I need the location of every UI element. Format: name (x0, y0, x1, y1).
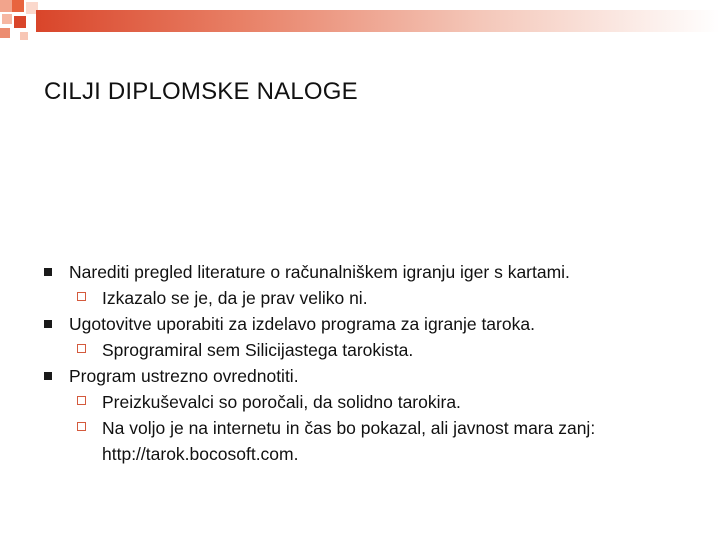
decorative-header (0, 0, 720, 40)
list-item-text: Ugotovitve uporabiti za izdelavo programa za igranje taroka. (69, 314, 535, 334)
deco-square (2, 14, 12, 24)
slide-title: CILJI DIPLOMSKE NALOGE (44, 78, 358, 105)
list-item (44, 259, 684, 285)
hollow-square-bullet-icon (77, 396, 86, 405)
deco-square (12, 0, 24, 12)
list-item-text: Program ustrezno ovrednotiti. (69, 366, 299, 386)
square-bullet-icon (44, 372, 52, 380)
hollow-square-bullet-icon (77, 422, 86, 431)
deco-square (14, 16, 26, 28)
square-bullet-icon (44, 268, 52, 276)
sub-list-item-text: Preizkuševalci so poročali, da solidno tarokira. (102, 392, 461, 412)
square-bullet-icon (44, 320, 52, 328)
sub-list-item-text: Sprogramiral sem Silicijastega tarokista. (102, 340, 414, 360)
deco-square (0, 0, 12, 12)
bullet-list (44, 259, 684, 467)
sub-list-item (102, 415, 684, 467)
hollow-square-bullet-icon (77, 292, 86, 301)
sub-list-item (102, 337, 684, 363)
sub-list-item-text: Na voljo je na internetu in čas bo pokazal, ali javnost mara zanj: http://tarok.bocosoft.com. (102, 418, 596, 464)
sub-list-item-text: Izkazalo se je, da je prav veliko ni. (102, 288, 368, 308)
list-item (44, 363, 684, 389)
list-item (44, 311, 684, 337)
hollow-square-bullet-icon (77, 344, 86, 353)
sub-list-item (102, 389, 684, 415)
deco-square (20, 32, 28, 40)
deco-square (0, 28, 10, 38)
title-gradient-bar (36, 10, 720, 32)
sub-list-item (102, 285, 684, 311)
list-item-text: Narediti pregled literature o računalniškem igranju iger s kartami. (69, 262, 570, 282)
